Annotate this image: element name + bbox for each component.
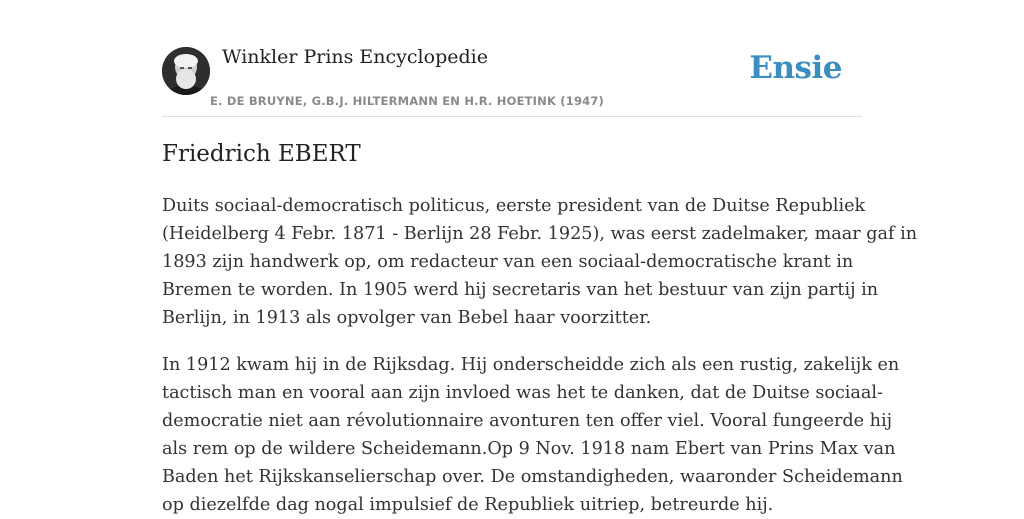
- paragraph-line: Baden het Rijkskanselierschap over. De omstandigheden, waaronder Scheidemann: [162, 467, 903, 487]
- paragraph-line: op diezelfde dag nogal impulsief de Republiek uitriep, betreurde hij.: [162, 495, 774, 515]
- site-header: [162, 0, 862, 117]
- brand-logo[interactable]: Ensie: [749, 50, 842, 86]
- paragraph-line: 1893 zijn handwerk op, om redacteur van een sociaal-democratische krant in: [162, 252, 854, 272]
- article-paragraph: [162, 351, 903, 519]
- paragraph-line: In 1912 kwam hij in de Rijksdag. Hij onderscheidde zich als een rustig, zakelijk en: [162, 355, 900, 375]
- paragraph-line: Duits sociaal-democratisch politicus, eerste president van de Duitse Republiek: [162, 196, 866, 216]
- paragraph-line: tactisch man en vooral aan zijn invloed was het te danken, dat de Duitse sociaal-: [162, 383, 883, 403]
- page-container: [162, 0, 918, 515]
- site-title[interactable]: Winkler Prins Encyclopedie: [222, 46, 488, 68]
- portrait-icon: [162, 47, 210, 95]
- paragraph-line: democratie niet aan révolutionnaire avonturen ten offer viel. Vooral fungeerde hij: [162, 411, 893, 431]
- article-paragraph: [162, 192, 918, 332]
- paragraph-line: als rem op de wildere Scheidemann.Op 9 Nov. 1918 nam Ebert van Prins Max van: [162, 439, 896, 459]
- paragraph-line: (Heidelberg 4 Febr. 1871 - Berlijn 28 Febr. 1925), was eerst zadelmaker, maar gaf in: [162, 224, 918, 244]
- author-avatar[interactable]: [162, 47, 210, 95]
- publication-subtitle: E. DE BRUYNE, G.B.J. HILTERMANN EN H.R. HOETINK (1947): [210, 94, 605, 108]
- paragraph-line: Bremen te worden. In 1905 werd hij secretaris van het bestuur van zijn partij in: [162, 280, 879, 300]
- article-title: Friedrich EBERT: [162, 141, 361, 167]
- paragraph-line: Berlijn, in 1913 als opvolger van Bebel haar voorzitter.: [162, 308, 652, 328]
